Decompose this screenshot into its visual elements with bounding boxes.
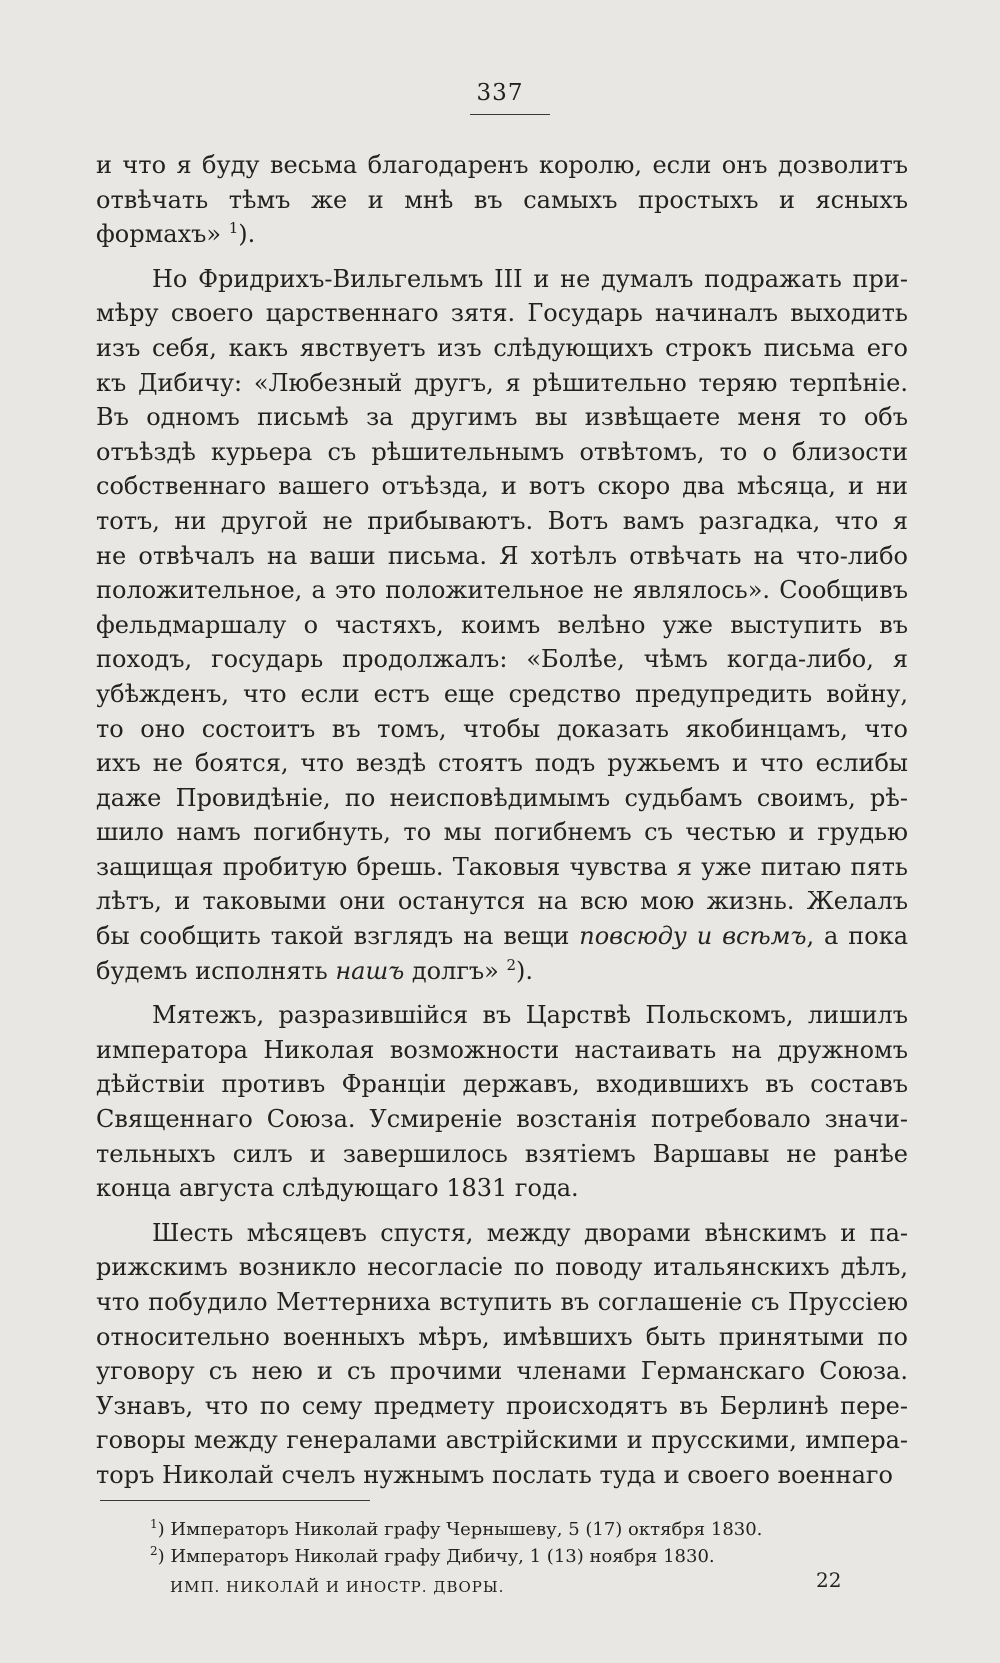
paragraph — [96, 1216, 908, 1493]
text-line: даже Провидѣніе, по неисповѣдимымъ судьбамъ своимъ, рѣ- — [96, 783, 908, 812]
text-line: не отвѣчалъ на ваши письма. Я хотѣлъ отвѣчать на что-либо — [96, 541, 908, 570]
paragraph — [96, 262, 908, 988]
text-line: тельныхъ силъ и завершилось взятіемъ Варшавы не ранѣе — [96, 1139, 908, 1168]
text-line: бы сообщить такой взглядъ на вещи повсюду и всѣмъ, а пока — [96, 922, 909, 951]
text-line: будемъ исполнять нашъ долгъ» $^2$). — [96, 955, 534, 985]
text-line: отвѣчать тѣмъ же и мнѣ въ самыхъ простыхъ и ясныхъ — [96, 185, 908, 214]
text-line: Священнаго Союза. Усмиреніе возстанія потребовало значи- — [96, 1105, 908, 1134]
text-line: собственнаго вашего отъѣзда, и вотъ скоро два мѣсяца, и ни — [96, 472, 908, 501]
signature-number: 22 — [816, 1568, 842, 1592]
text-line: мѣру своего царственнаго зятя. Государь начиналъ выходить — [96, 299, 908, 328]
footnotes — [150, 1516, 910, 1570]
text-line: уговору съ нею и съ прочими членами Германскаго Союза. — [96, 1357, 908, 1386]
text-line: формахъ» $^1$). — [96, 219, 256, 249]
text-line: лѣтъ, и таковыми они останутся на всю мою жизнь. Желалъ — [96, 887, 908, 916]
text-line: и что я буду весьма благодаренъ королю, если онъ дозволитъ — [96, 151, 908, 179]
text-line: изъ себя, какъ явствуетъ изъ слѣдующихъ строкъ письма его — [96, 333, 908, 362]
paragraph — [96, 148, 908, 252]
text-line: Шесть мѣсяцевъ спустя, между дворами вѣнскимъ и па- — [152, 1218, 908, 1247]
text-line: фельдмаршалу о частяхъ, коимъ велѣно уже выступить въ — [96, 610, 908, 639]
text-line: Въ одномъ письмѣ за другимъ вы извѣщаете меня то объ — [96, 403, 908, 432]
text-line: положительное, а это положительное не являлось». Сообщивъ — [96, 576, 908, 605]
text-line: отъѣздѣ курьера съ рѣшительнымъ отвѣтомъ, то о близости — [96, 437, 908, 466]
footnote-separator — [100, 1500, 370, 1501]
text-line: говоры между генералами австрійскими и прусскими, импера- — [96, 1426, 908, 1455]
text-line: дѣйствіи противъ Франціи державъ, входившихъ въ составъ — [96, 1070, 908, 1099]
footnote: $^2$) Императоръ Николай графу Дибичу, 1 (13) ноября 1830. — [150, 1544, 715, 1567]
text-line: императора Николая возможности настаивать на дружномъ — [96, 1035, 908, 1064]
text-line: конца августа слѣдующаго 1831 года. — [96, 1174, 579, 1203]
text-line: Но Фридрихъ-Вильгельмъ III и не думалъ подражать при- — [152, 264, 908, 293]
text-line: что побудило Меттерниха вступить въ соглашеніе съ Пруссіею — [96, 1288, 908, 1316]
paragraph — [96, 998, 908, 1206]
text-line: къ Дибичу: «Любезный другъ, я рѣшительно теряю терпѣніе. — [96, 368, 908, 397]
text-line: походъ, государь продолжалъ: «Болѣе, чѣмъ когда-либо, я — [96, 645, 908, 674]
text-line: рижскимъ возникло несогласіе по поводу итальянскихъ дѣлъ, — [96, 1253, 908, 1282]
printer-signature: ИМП. НИКОЛАЙ И ИНОСТР. ДВОРЫ. — [170, 1578, 505, 1596]
text-line: ихъ не боятся, что вездѣ стоятъ подъ ружьемъ и что еслибы — [96, 749, 908, 778]
footnote: $^1$) Императоръ Николай графу Чернышеву, 5 (17) октября 1830. — [150, 1517, 763, 1540]
text-line: шило намъ погибнуть, то мы погибнемъ съ честью и грудью — [96, 818, 908, 847]
text-line: убѣжденъ, что если естъ еще средство предупредить войну, — [96, 679, 908, 708]
text-line: Узнавъ, что по сему предмету происходятъ въ Берлинѣ пере- — [96, 1391, 908, 1420]
text-line: защищая пробитую брешь. Таковыя чувства я уже питаю пять — [96, 852, 908, 881]
text-line: торъ Николай счелъ нужнымъ послать туда и своего военнаго — [96, 1460, 893, 1489]
page-number-rule — [470, 114, 550, 115]
text-line: Мятежъ, разразившійся въ Царствѣ Польскомъ, лишилъ — [152, 1001, 908, 1030]
text-line: то оно состоитъ въ томъ, чтобы доказать якобинцамъ, что — [96, 714, 908, 743]
page-body — [96, 148, 908, 1493]
text-line: относительно военныхъ мѣръ, имѣвшихъ быть принятыми по — [96, 1322, 908, 1351]
text-line: тотъ, ни другой не прибываютъ. Вотъ вамъ разгадка, что я — [96, 506, 908, 535]
page-number: 337 — [476, 80, 524, 106]
